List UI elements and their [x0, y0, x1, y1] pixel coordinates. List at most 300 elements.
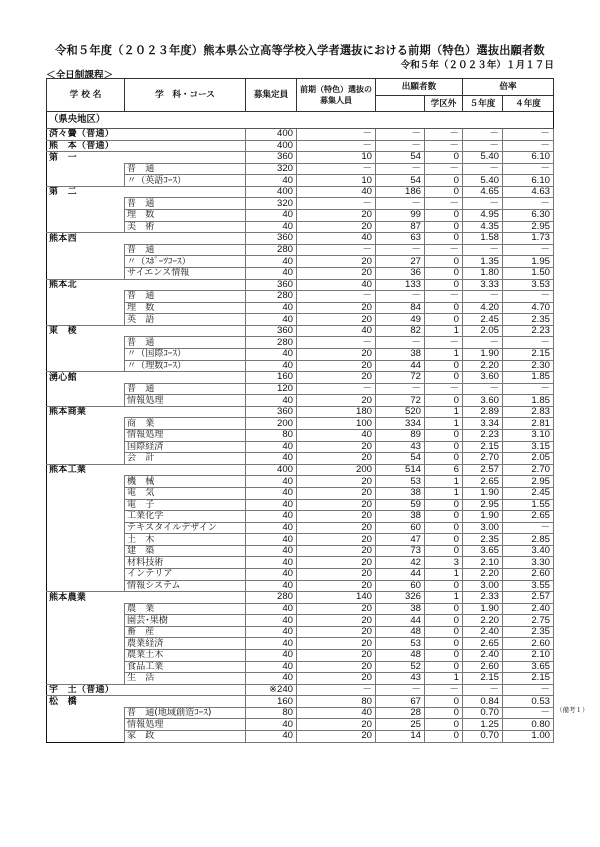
cell-r5: 2.70: [463, 453, 503, 465]
school-name: [47, 487, 125, 499]
header-course: 学 科・コース: [125, 79, 246, 112]
cell-quota: －: [297, 163, 376, 175]
cell-r4: 3.40: [503, 545, 554, 557]
table-row: [47, 673, 554, 685]
course-name: 土 木: [125, 534, 246, 546]
cell-applicants: 73: [376, 545, 425, 557]
cell-applicants: 48: [376, 650, 425, 662]
table-row: [47, 592, 554, 604]
table-row: [47, 129, 554, 141]
cell-capacity: 40: [246, 534, 297, 546]
cell-quota: 20: [297, 395, 376, 407]
cell-outside: －: [425, 337, 463, 349]
document-date: 令和５年（２０２３年）１月１７日: [400, 60, 554, 71]
cell-quota: 20: [297, 719, 376, 731]
table-row: [47, 360, 554, 372]
cell-applicants: 54: [376, 175, 425, 187]
course-name: サイエンス情報: [125, 267, 246, 279]
cell-r5: －: [463, 140, 503, 152]
school-name: [47, 499, 125, 511]
course-name: インテリア: [125, 568, 246, 580]
school-name: [47, 568, 125, 580]
cell-r4: 0.53: [503, 696, 554, 708]
cell-applicants: 60: [376, 580, 425, 592]
cell-outside: 1: [425, 487, 463, 499]
cell-outside: 0: [425, 372, 463, 384]
cell-quota: 20: [297, 453, 376, 465]
cell-r5: 3.60: [463, 372, 503, 384]
cell-r4: 1.85: [503, 372, 554, 384]
table-row: [47, 291, 554, 303]
school-name: [47, 511, 125, 523]
cell-capacity: 200: [246, 418, 297, 430]
cell-capacity: 40: [246, 221, 297, 233]
school-name: 第 二: [47, 186, 125, 198]
cell-quota: 20: [297, 545, 376, 557]
cell-r5: －: [463, 291, 503, 303]
cell-applicants: 133: [376, 279, 425, 291]
cell-applicants: 72: [376, 372, 425, 384]
cell-applicants: 43: [376, 441, 425, 453]
cell-r4: 2.40: [503, 603, 554, 615]
cell-applicants: 186: [376, 186, 425, 198]
cell-outside: －: [425, 291, 463, 303]
cell-r4: 2.70: [503, 464, 554, 476]
cell-capacity: 40: [246, 314, 297, 326]
table-row: [47, 522, 554, 534]
cell-quota: 20: [297, 626, 376, 638]
header-applicants-total: [376, 96, 425, 112]
cell-quota: 20: [297, 256, 376, 268]
cell-capacity: 360: [246, 233, 297, 245]
cell-quota: 20: [297, 568, 376, 580]
cell-applicants: 49: [376, 314, 425, 326]
cell-capacity: 280: [246, 291, 297, 303]
cell-quota: 20: [297, 603, 376, 615]
school-name: [47, 175, 125, 187]
cell-outside: 1: [425, 418, 463, 430]
cell-r4: 2.83: [503, 406, 554, 418]
cell-outside: 1: [425, 476, 463, 488]
cell-capacity: 40: [246, 256, 297, 268]
table-row: [47, 233, 554, 245]
cell-applicants: 72: [376, 395, 425, 407]
cell-quota: 10: [297, 152, 376, 164]
cell-r5: 2.65: [463, 476, 503, 488]
cell-quota: 40: [297, 279, 376, 291]
cell-capacity: 40: [246, 568, 297, 580]
table-row: [47, 499, 554, 511]
school-name: [47, 267, 125, 279]
cell-r5: 1.90: [463, 487, 503, 499]
cell-r5: 3.65: [463, 545, 503, 557]
cell-r4: 2.60: [503, 568, 554, 580]
cell-r4: 2.75: [503, 615, 554, 627]
cell-quota: 20: [297, 731, 376, 743]
table-row: [47, 372, 554, 384]
course-name: 普 通: [125, 163, 246, 175]
table-row: [47, 395, 554, 407]
cell-applicants: 25: [376, 719, 425, 731]
table-row: [47, 511, 554, 523]
cell-outside: 0: [425, 267, 463, 279]
cell-outside: －: [425, 684, 463, 696]
course-name: 英 語: [125, 314, 246, 326]
school-name: [47, 302, 125, 314]
cell-outside: 0: [425, 453, 463, 465]
cell-applicants: 48: [376, 626, 425, 638]
cell-r4: 3.55: [503, 580, 554, 592]
school-name: 熊本北: [47, 279, 125, 291]
cell-r4: －: [503, 129, 554, 141]
cell-outside: 0: [425, 395, 463, 407]
cell-quota: 20: [297, 267, 376, 279]
school-name: [47, 337, 125, 349]
course-name: 農業経済: [125, 638, 246, 650]
course-name: [125, 696, 246, 708]
cell-r4: －: [503, 163, 554, 175]
cell-outside: 0: [425, 534, 463, 546]
cell-r4: －: [503, 244, 554, 256]
cell-r5: 2.35: [463, 534, 503, 546]
school-name: [47, 395, 125, 407]
cell-applicants: －: [376, 129, 425, 141]
table-row: [47, 430, 554, 442]
school-name: 松 橋: [47, 696, 125, 708]
cell-capacity: 360: [246, 325, 297, 337]
cell-outside: －: [425, 244, 463, 256]
course-name: 電 気: [125, 487, 246, 499]
school-name: [47, 650, 125, 662]
cell-quota: 20: [297, 580, 376, 592]
school-name: [47, 256, 125, 268]
cell-r5: 2.60: [463, 661, 503, 673]
cell-r4: 1.85: [503, 395, 554, 407]
cell-outside: －: [425, 129, 463, 141]
table-row: [47, 719, 554, 731]
cell-outside: 0: [425, 615, 463, 627]
cell-quota: 100: [297, 418, 376, 430]
cell-r5: 1.90: [463, 603, 503, 615]
region-label: （県央地区）: [47, 112, 554, 129]
cell-quota: 20: [297, 221, 376, 233]
cell-applicants: 84: [376, 302, 425, 314]
school-name: [47, 719, 125, 731]
course-name: [125, 406, 246, 418]
course-name: 普 通: [125, 244, 246, 256]
course-name: 普 通(地域創造ｺｰｽ): [125, 707, 246, 719]
cell-capacity: 80: [246, 430, 297, 442]
school-name: [47, 210, 125, 222]
cell-outside: 1: [425, 592, 463, 604]
cell-r5: －: [463, 163, 503, 175]
cell-quota: －: [297, 129, 376, 141]
cell-r5: 4.65: [463, 186, 503, 198]
cell-capacity: 400: [246, 464, 297, 476]
cell-r4: 2.30: [503, 360, 554, 372]
cell-applicants: 38: [376, 487, 425, 499]
cell-outside: 0: [425, 441, 463, 453]
cell-outside: 3: [425, 557, 463, 569]
table-row: [47, 557, 554, 569]
header-ratio-r4: ４年度: [503, 96, 554, 112]
cell-outside: 1: [425, 325, 463, 337]
cell-applicants: 36: [376, 267, 425, 279]
cell-r5: 2.45: [463, 314, 503, 326]
cell-r5: 1.80: [463, 267, 503, 279]
cell-capacity: 360: [246, 279, 297, 291]
cell-r5: －: [463, 244, 503, 256]
course-name: 普 通: [125, 198, 246, 210]
course-name: 普 通: [125, 291, 246, 303]
course-name: 美 術: [125, 221, 246, 233]
school-name: [47, 360, 125, 372]
cell-quota: 20: [297, 499, 376, 511]
course-name: 農業土木: [125, 650, 246, 662]
cell-capacity: 320: [246, 198, 297, 210]
cell-outside: 1: [425, 673, 463, 685]
cell-quota: －: [297, 198, 376, 210]
cell-outside: 0: [425, 603, 463, 615]
table-row: [47, 221, 554, 233]
cell-capacity: 400: [246, 140, 297, 152]
cell-r4: 2.35: [503, 626, 554, 638]
school-name: [47, 291, 125, 303]
cell-r4: 2.65: [503, 511, 554, 523]
table-row: [47, 626, 554, 638]
cell-applicants: 99: [376, 210, 425, 222]
cell-quota: 20: [297, 441, 376, 453]
cell-capacity: 160: [246, 696, 297, 708]
table-row: [47, 186, 554, 198]
cell-r4: 1.50: [503, 267, 554, 279]
cell-applicants: 44: [376, 615, 425, 627]
cell-quota: －: [297, 244, 376, 256]
cell-r4: 2.95: [503, 221, 554, 233]
cell-r4: 3.30: [503, 557, 554, 569]
cell-outside: 0: [425, 186, 463, 198]
table-row: [47, 707, 554, 719]
cell-outside: 0: [425, 256, 463, 268]
school-name: [47, 314, 125, 326]
cell-r4: 6.30: [503, 210, 554, 222]
cell-capacity: 280: [246, 592, 297, 604]
side-note: （備考１）: [556, 706, 589, 714]
cell-quota: －: [297, 337, 376, 349]
cell-quota: 20: [297, 511, 376, 523]
cell-capacity: 40: [246, 348, 297, 360]
school-name: 熊本商業: [47, 406, 125, 418]
cell-capacity: 40: [246, 499, 297, 511]
cell-r5: －: [463, 129, 503, 141]
cell-quota: 20: [297, 534, 376, 546]
table-row: [47, 383, 554, 395]
cell-r4: 4.70: [503, 302, 554, 314]
cell-quota: －: [297, 291, 376, 303]
cell-quota: －: [297, 383, 376, 395]
school-name: [47, 580, 125, 592]
cell-capacity: 40: [246, 395, 297, 407]
cell-r4: －: [503, 684, 554, 696]
cell-r5: －: [463, 337, 503, 349]
school-name: [47, 430, 125, 442]
cell-quota: 40: [297, 430, 376, 442]
cell-quota: 40: [297, 233, 376, 245]
table-row: [47, 140, 554, 152]
cell-applicants: 326: [376, 592, 425, 604]
cell-quota: 140: [297, 592, 376, 604]
cell-applicants: 44: [376, 568, 425, 580]
cell-capacity: ※240: [246, 684, 297, 696]
course-name: 普 通: [125, 337, 246, 349]
cell-outside: 0: [425, 522, 463, 534]
table-row: [47, 337, 554, 349]
cell-r4: 2.05: [503, 453, 554, 465]
cell-r5: 3.00: [463, 522, 503, 534]
cell-outside: 0: [425, 626, 463, 638]
cell-applicants: 60: [376, 522, 425, 534]
cell-quota: 40: [297, 707, 376, 719]
cell-r4: －: [503, 522, 554, 534]
cell-outside: －: [425, 198, 463, 210]
cell-r5: －: [463, 198, 503, 210]
cell-r4: 2.15: [503, 348, 554, 360]
cell-applicants: 38: [376, 603, 425, 615]
cell-quota: 20: [297, 372, 376, 384]
course-name: [125, 233, 246, 245]
cell-applicants: 53: [376, 476, 425, 488]
cell-r4: －: [503, 291, 554, 303]
cell-quota: 20: [297, 661, 376, 673]
course-name: 〃（英語ｺｰｽ）: [125, 175, 246, 187]
cell-capacity: 360: [246, 406, 297, 418]
course-name: 情報処理: [125, 719, 246, 731]
school-name: [47, 476, 125, 488]
cell-r4: 6.10: [503, 175, 554, 187]
cell-r4: 2.95: [503, 476, 554, 488]
cell-r5: 1.90: [463, 348, 503, 360]
cell-r4: 1.73: [503, 233, 554, 245]
table-row: [47, 406, 554, 418]
course-name: [125, 464, 246, 476]
table-row: [47, 464, 554, 476]
cell-r5: 0.70: [463, 731, 503, 743]
cell-outside: 0: [425, 279, 463, 291]
cell-outside: 0: [425, 545, 463, 557]
cell-capacity: 40: [246, 302, 297, 314]
cell-outside: －: [425, 383, 463, 395]
course-name: 情報処理: [125, 395, 246, 407]
cell-outside: 0: [425, 314, 463, 326]
cell-quota: 10: [297, 175, 376, 187]
cell-r5: 2.40: [463, 626, 503, 638]
cell-outside: 0: [425, 175, 463, 187]
cell-applicants: 67: [376, 696, 425, 708]
cell-r5: 3.33: [463, 279, 503, 291]
course-name: テキスタイルデザイン: [125, 522, 246, 534]
school-name: [47, 707, 125, 719]
header-applicants: 出願者数: [376, 79, 463, 96]
cell-quota: 20: [297, 673, 376, 685]
course-name: [125, 152, 246, 164]
cell-outside: 0: [425, 499, 463, 511]
course-name: 〃（ｽﾎﾟｰﾂｺｰｽ）: [125, 256, 246, 268]
cell-applicants: 38: [376, 511, 425, 523]
cell-r4: 2.35: [503, 314, 554, 326]
table-row: [47, 256, 554, 268]
school-name: [47, 545, 125, 557]
header-outside-district: 学区外: [425, 96, 463, 112]
cell-quota: 80: [297, 696, 376, 708]
cell-capacity: 120: [246, 383, 297, 395]
cell-r5: 3.60: [463, 395, 503, 407]
cell-applicants: 334: [376, 418, 425, 430]
header-early-quota: 前期（特色）選抜の募集人員: [297, 79, 376, 112]
course-name: 〃（国際ｺｰｽ）: [125, 348, 246, 360]
cell-capacity: 40: [246, 638, 297, 650]
cell-r5: －: [463, 684, 503, 696]
school-name: 第 一: [47, 152, 125, 164]
cell-r4: －: [503, 383, 554, 395]
table-row: [47, 731, 554, 743]
cell-capacity: 40: [246, 522, 297, 534]
course-name: 建 築: [125, 545, 246, 557]
table-row: [47, 580, 554, 592]
cell-outside: 1: [425, 348, 463, 360]
cell-outside: 0: [425, 580, 463, 592]
school-name: [47, 221, 125, 233]
school-name: [47, 383, 125, 395]
cell-r4: 2.81: [503, 418, 554, 430]
cell-capacity: 400: [246, 186, 297, 198]
course-name: [125, 325, 246, 337]
course-name: 国際経済: [125, 441, 246, 453]
table-row: [47, 163, 554, 175]
table-row: [47, 545, 554, 557]
cell-r5: 5.40: [463, 175, 503, 187]
cell-outside: 0: [425, 638, 463, 650]
cell-r5: 0.70: [463, 707, 503, 719]
course-name: 食品工業: [125, 661, 246, 673]
cell-r5: 3.34: [463, 418, 503, 430]
cell-outside: 0: [425, 221, 463, 233]
cell-capacity: 360: [246, 152, 297, 164]
cell-capacity: 40: [246, 487, 297, 499]
cell-r5: 2.23: [463, 430, 503, 442]
cell-r5: 1.25: [463, 719, 503, 731]
cell-r4: 1.95: [503, 256, 554, 268]
header-capacity: 募集定員: [246, 79, 297, 112]
table-row: [47, 615, 554, 627]
cell-r4: 2.15: [503, 673, 554, 685]
cell-capacity: 40: [246, 615, 297, 627]
cell-capacity: 40: [246, 441, 297, 453]
school-name: 東 稜: [47, 325, 125, 337]
cell-capacity: 40: [246, 626, 297, 638]
cell-outside: 0: [425, 430, 463, 442]
course-name: [125, 186, 246, 198]
cell-applicants: 42: [376, 557, 425, 569]
cell-capacity: 80: [246, 707, 297, 719]
cell-capacity: 280: [246, 337, 297, 349]
table-row: [47, 244, 554, 256]
cell-applicants: －: [376, 244, 425, 256]
cell-quota: 20: [297, 522, 376, 534]
cell-applicants: 38: [376, 348, 425, 360]
cell-quota: 20: [297, 302, 376, 314]
cell-applicants: 14: [376, 731, 425, 743]
cell-outside: －: [425, 140, 463, 152]
